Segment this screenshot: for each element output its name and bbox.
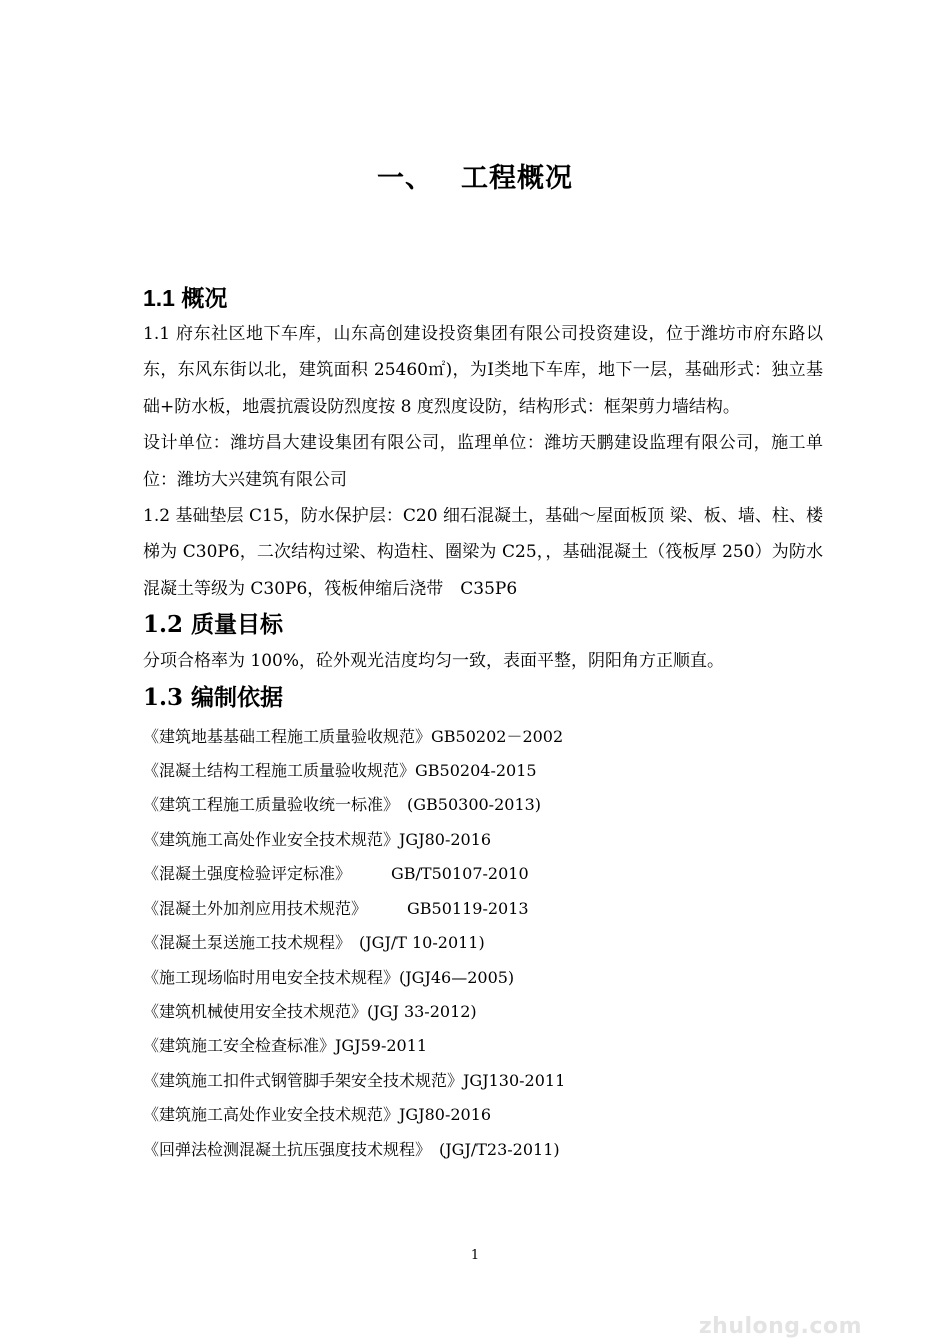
document-content <box>143 280 823 1167</box>
chapter-number: 一、 <box>377 163 433 194</box>
list-item: 《混凝土外加剂应用技术规范》 GB50119-2013 <box>143 898 529 918</box>
list-item: 《混凝土强度检验评定标准》 GB/T50107-2010 <box>143 864 529 884</box>
overview-paragraph-2: 设计单位：潍坊昌大建设集团有限公司，监理单位：潍坊天鹏建设监理有限公司，施工单位：潍坊大兴建筑有限公司 <box>143 433 823 490</box>
page-number: 1 <box>470 1248 480 1263</box>
watermark-logo: zhulong.com <box>698 1314 862 1339</box>
list-item: 《建筑施工高处作业安全技术规范》JGJ80-2016 <box>143 1105 492 1125</box>
overview-paragraph-3: 1.2 基础垫层 C15，防水保护层：C20 细石混凝土，基础～屋面板顶 梁、板、墙、柱、楼梯为 C30P6，二次结构过梁、构造柱、圈梁为 C25，，基础混凝土（筏板厚 250）为防水混凝土等级为 C30P6，筏板伸缩后浇带 C35P6 <box>143 506 823 599</box>
list-item: 《混凝土泵送施工技术规程》 (JGJ/T 10-2011) <box>143 933 485 953</box>
standards-list <box>143 720 823 1167</box>
section-heading-quality-target: 1.2 质量目标 <box>143 611 284 639</box>
section-heading-overview: 1.1 概况 <box>143 285 228 311</box>
list-item: 《回弹法检测混凝土抗压强度技术规程》 (JGJ/T23-2011) <box>143 1139 560 1159</box>
overview-paragraph-1: 1.1 府东社区地下车库，山东高创建设投资集团有限公司投资建设，位于潍坊市府东路以东，东风东街以北，建筑面积 25460㎡)，为Ⅰ类地下车库，地下一层，基础形式：独立基础+防水板，地震抗震设防烈度按 8 度烈度设防，结构形式：框架剪力墙结构。 <box>143 324 823 417</box>
chapter-title <box>0 156 950 195</box>
list-item: 《建筑施工安全检查标准》JGJ59-2011 <box>143 1036 428 1056</box>
list-item: 《建筑施工扣件式钢管脚手架安全技术规范》JGJ130-2011 <box>143 1070 566 1090</box>
quality-target-paragraph: 分项合格率为 100%，砼外观光洁度均匀一致，表面平整，阴阳角方正顺直。 <box>143 651 725 672</box>
list-item: 《施工现场临时用电安全技术规程》(JGJ46—2005) <box>143 967 515 987</box>
list-item: 《建筑地基基础工程施工质量验收规范》GB50202－2002 <box>143 726 564 746</box>
chapter-title-text: 工程概况 <box>461 163 573 194</box>
section-heading-basis: 1.3 编制依据 <box>143 683 284 711</box>
list-item: 《混凝土结构工程施工质量验收规范》GB50204-2015 <box>143 761 537 781</box>
list-item: 《建筑施工高处作业安全技术规范》JGJ80-2016 <box>143 829 492 849</box>
list-item: 《建筑工程施工质量验收统一标准》 (GB50300-2013) <box>143 795 542 815</box>
list-item: 《建筑机械使用安全技术规范》(JGJ 33-2012) <box>143 1001 477 1021</box>
